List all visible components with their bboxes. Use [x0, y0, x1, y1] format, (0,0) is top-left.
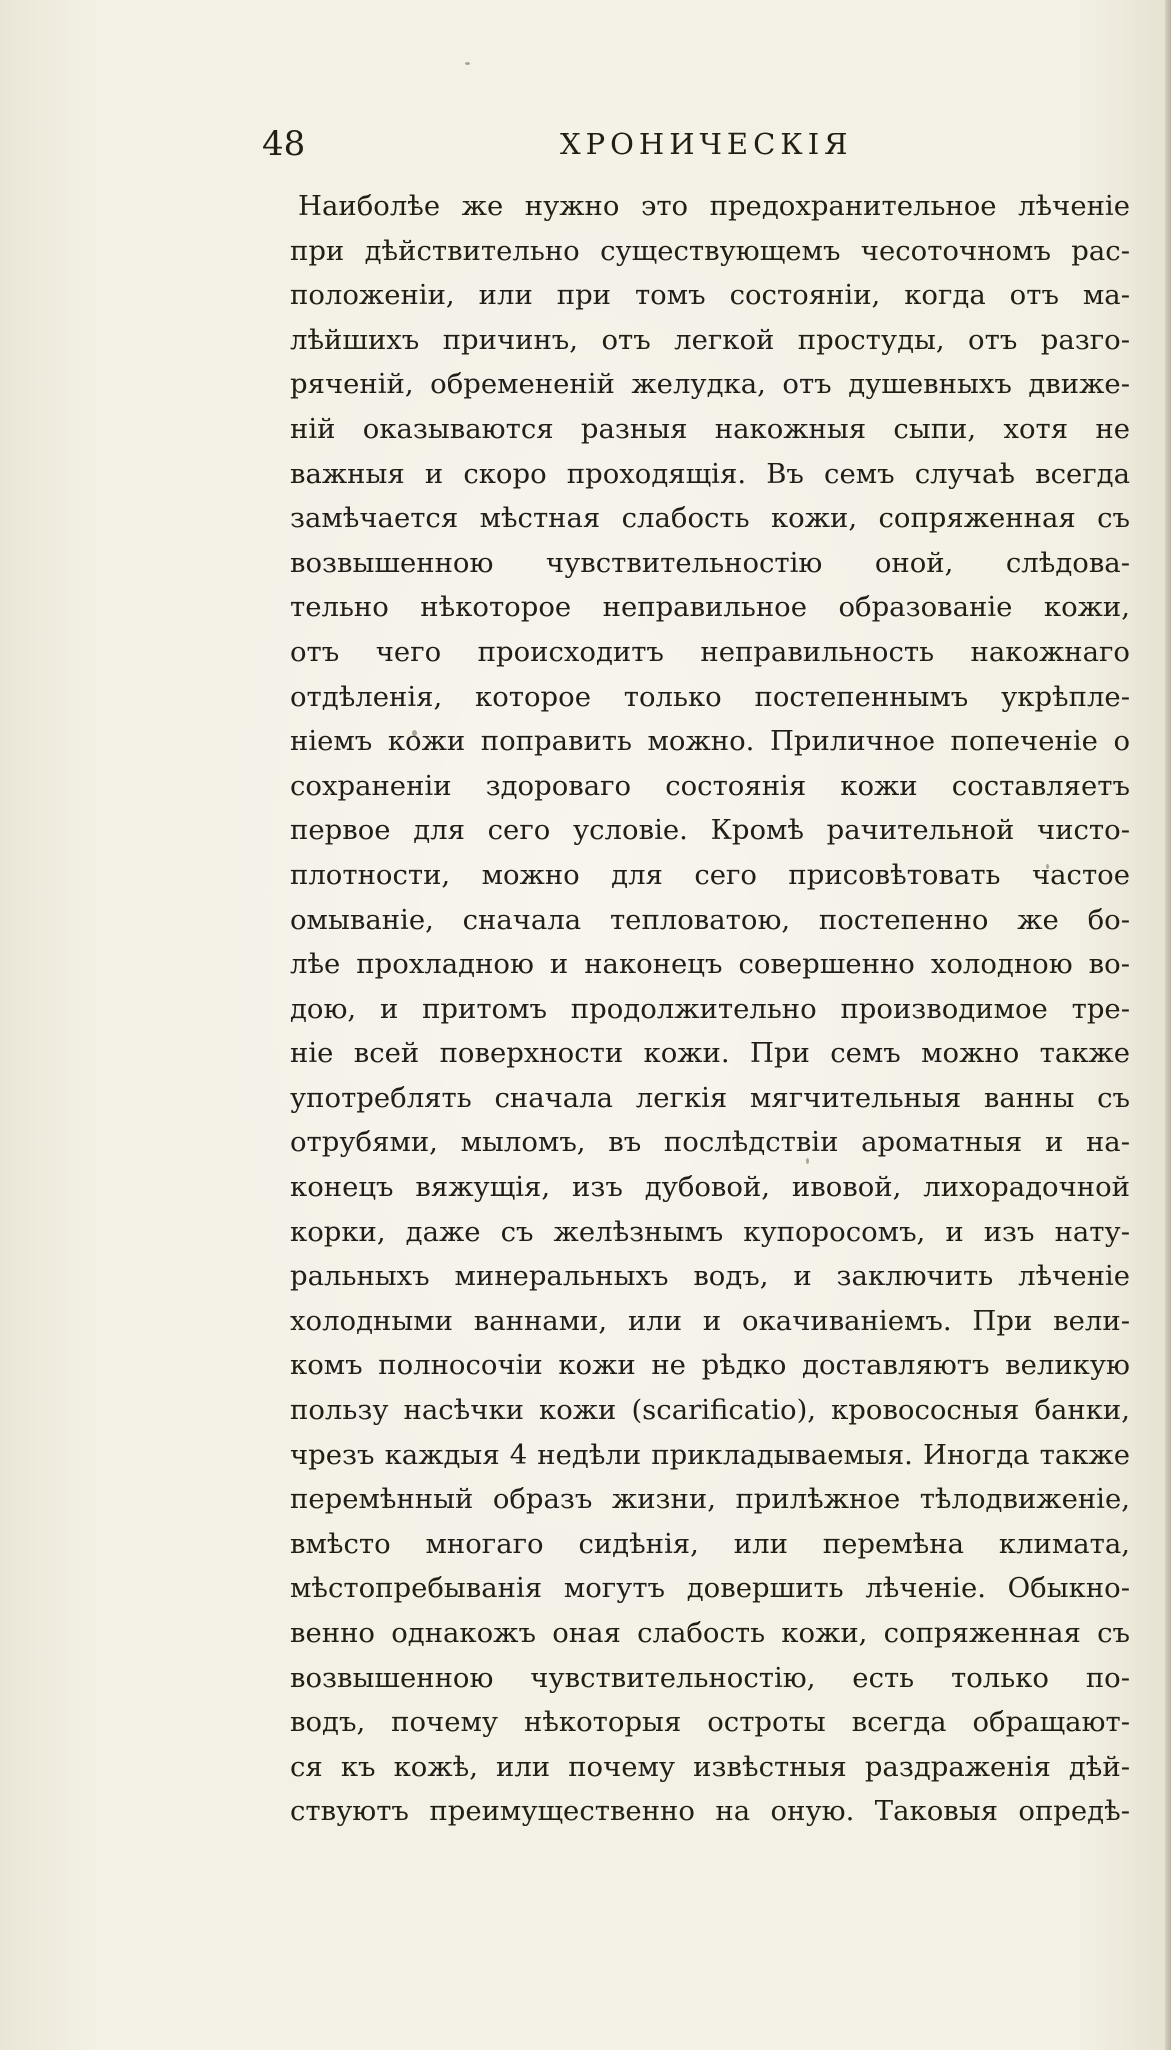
text-line: ній оказываются разныя накожныя сыпи, хотя не	[290, 412, 1130, 445]
text-line: конецъ вяжущія, изъ дубовой, ивовой, лихорадочной	[290, 1171, 1130, 1204]
text-line: ряченій, обремененій желудка, отъ душевныхъ движе-	[290, 368, 1130, 401]
text-line: водъ, почему нѣкоторыя остроты всегда обращают-	[290, 1706, 1130, 1739]
text-line: ніе всей поверхности кожи. При семъ можно также	[290, 1037, 1130, 1070]
page-edge-shadow	[1165, 0, 1171, 2050]
text-line: пользу насѣчки кожи (scarificatio), кровососныя банки,	[290, 1394, 1130, 1427]
text-line: лѣйшихъ причинъ, отъ легкой простуды, отъ разго-	[290, 323, 1130, 356]
text-line: ся къ кожѣ, или почему извѣстныя раздраженія дѣй-	[290, 1750, 1130, 1783]
text-line: плотности, можно для сего присовѣтовать частое	[290, 858, 1130, 891]
text-line: ральныхъ минеральныхъ водъ, и заключить лѣченіе	[290, 1260, 1130, 1293]
text-line: первое для сего условіе. Кромѣ рачительной чисто-	[290, 814, 1130, 847]
page-header	[262, 118, 1042, 170]
text-line: положеніи, или при томъ состояніи, когда отъ ма-	[290, 279, 1130, 312]
text-line: тельно нѣкоторое неправильное образованіе кожи,	[290, 591, 1130, 624]
text-line: отъ чего происходитъ неправильность накожнаго	[290, 635, 1130, 668]
page-number: 48	[262, 124, 306, 164]
text-line: ніемъ кожи поправить можно. Приличное попеченіе о	[290, 725, 1130, 758]
text-line: холодными ваннами, или и окачиваніемъ. При вели-	[290, 1304, 1130, 1337]
text-line: употреблять сначала легкія мягчительныя ванны съ	[290, 1081, 1130, 1114]
ink-speck	[465, 62, 470, 65]
text-line: при дѣйствительно существующемъ чесоточномъ рас-	[290, 234, 1130, 267]
text-line: отрубями, мыломъ, въ послѣдствіи ароматныя и на-	[290, 1126, 1130, 1159]
text-line: замѣчается мѣстная слабость кожи, сопряженная съ	[290, 502, 1130, 535]
text-line: вмѣсто многаго сидѣнія, или перемѣна климата,	[290, 1527, 1130, 1560]
text-line: отдѣленія, которое только постепеннымъ укрѣпле-	[290, 680, 1130, 713]
text-line: лѣе прохладною и наконецъ совершенно холодною во-	[290, 948, 1130, 981]
body-text	[290, 184, 1130, 1834]
text-line: Наиболѣе же нужно это предохранительное лѣченіе	[298, 190, 1130, 222]
text-line: комъ полносочіи кожи не рѣдко доставляютъ великую	[290, 1349, 1130, 1382]
text-line: мѣстопребыванія могутъ довершить лѣченіе. Обыкно-	[290, 1572, 1130, 1605]
text-line: корки, даже съ желѣзнымъ купоросомъ, и изъ нату-	[290, 1215, 1130, 1248]
text-line: дою, и притомъ продолжительно производимое тре-	[290, 992, 1130, 1025]
text-line: перемѣнный образъ жизни, прилѣжное тѣлодвиженіе,	[290, 1483, 1130, 1516]
text-line: омываніе, сначала тепловатою, постепенно же бо-	[290, 903, 1130, 936]
text-line: сохраненіи здороваго состоянія кожи составляетъ	[290, 769, 1130, 802]
text-line: чрезъ каждыя 4 недѣли прикладываемыя. Иногда также	[290, 1438, 1130, 1471]
text-line: важныя и скоро проходящія. Въ семъ случаѣ всегда	[290, 457, 1130, 490]
text-line: возвышенною чувствительностію, есть только по-	[290, 1661, 1130, 1694]
text-line: возвышенною чувствительностію оной, слѣдова-	[290, 546, 1130, 579]
text-line: ствуютъ преимущественно на оную. Таковыя опредѣ-	[290, 1795, 1130, 1828]
running-title: ХРОНИЧЕСКІЯ	[560, 127, 853, 161]
text-line: венно однакожъ оная слабость кожи, сопряженная съ	[290, 1617, 1130, 1649]
